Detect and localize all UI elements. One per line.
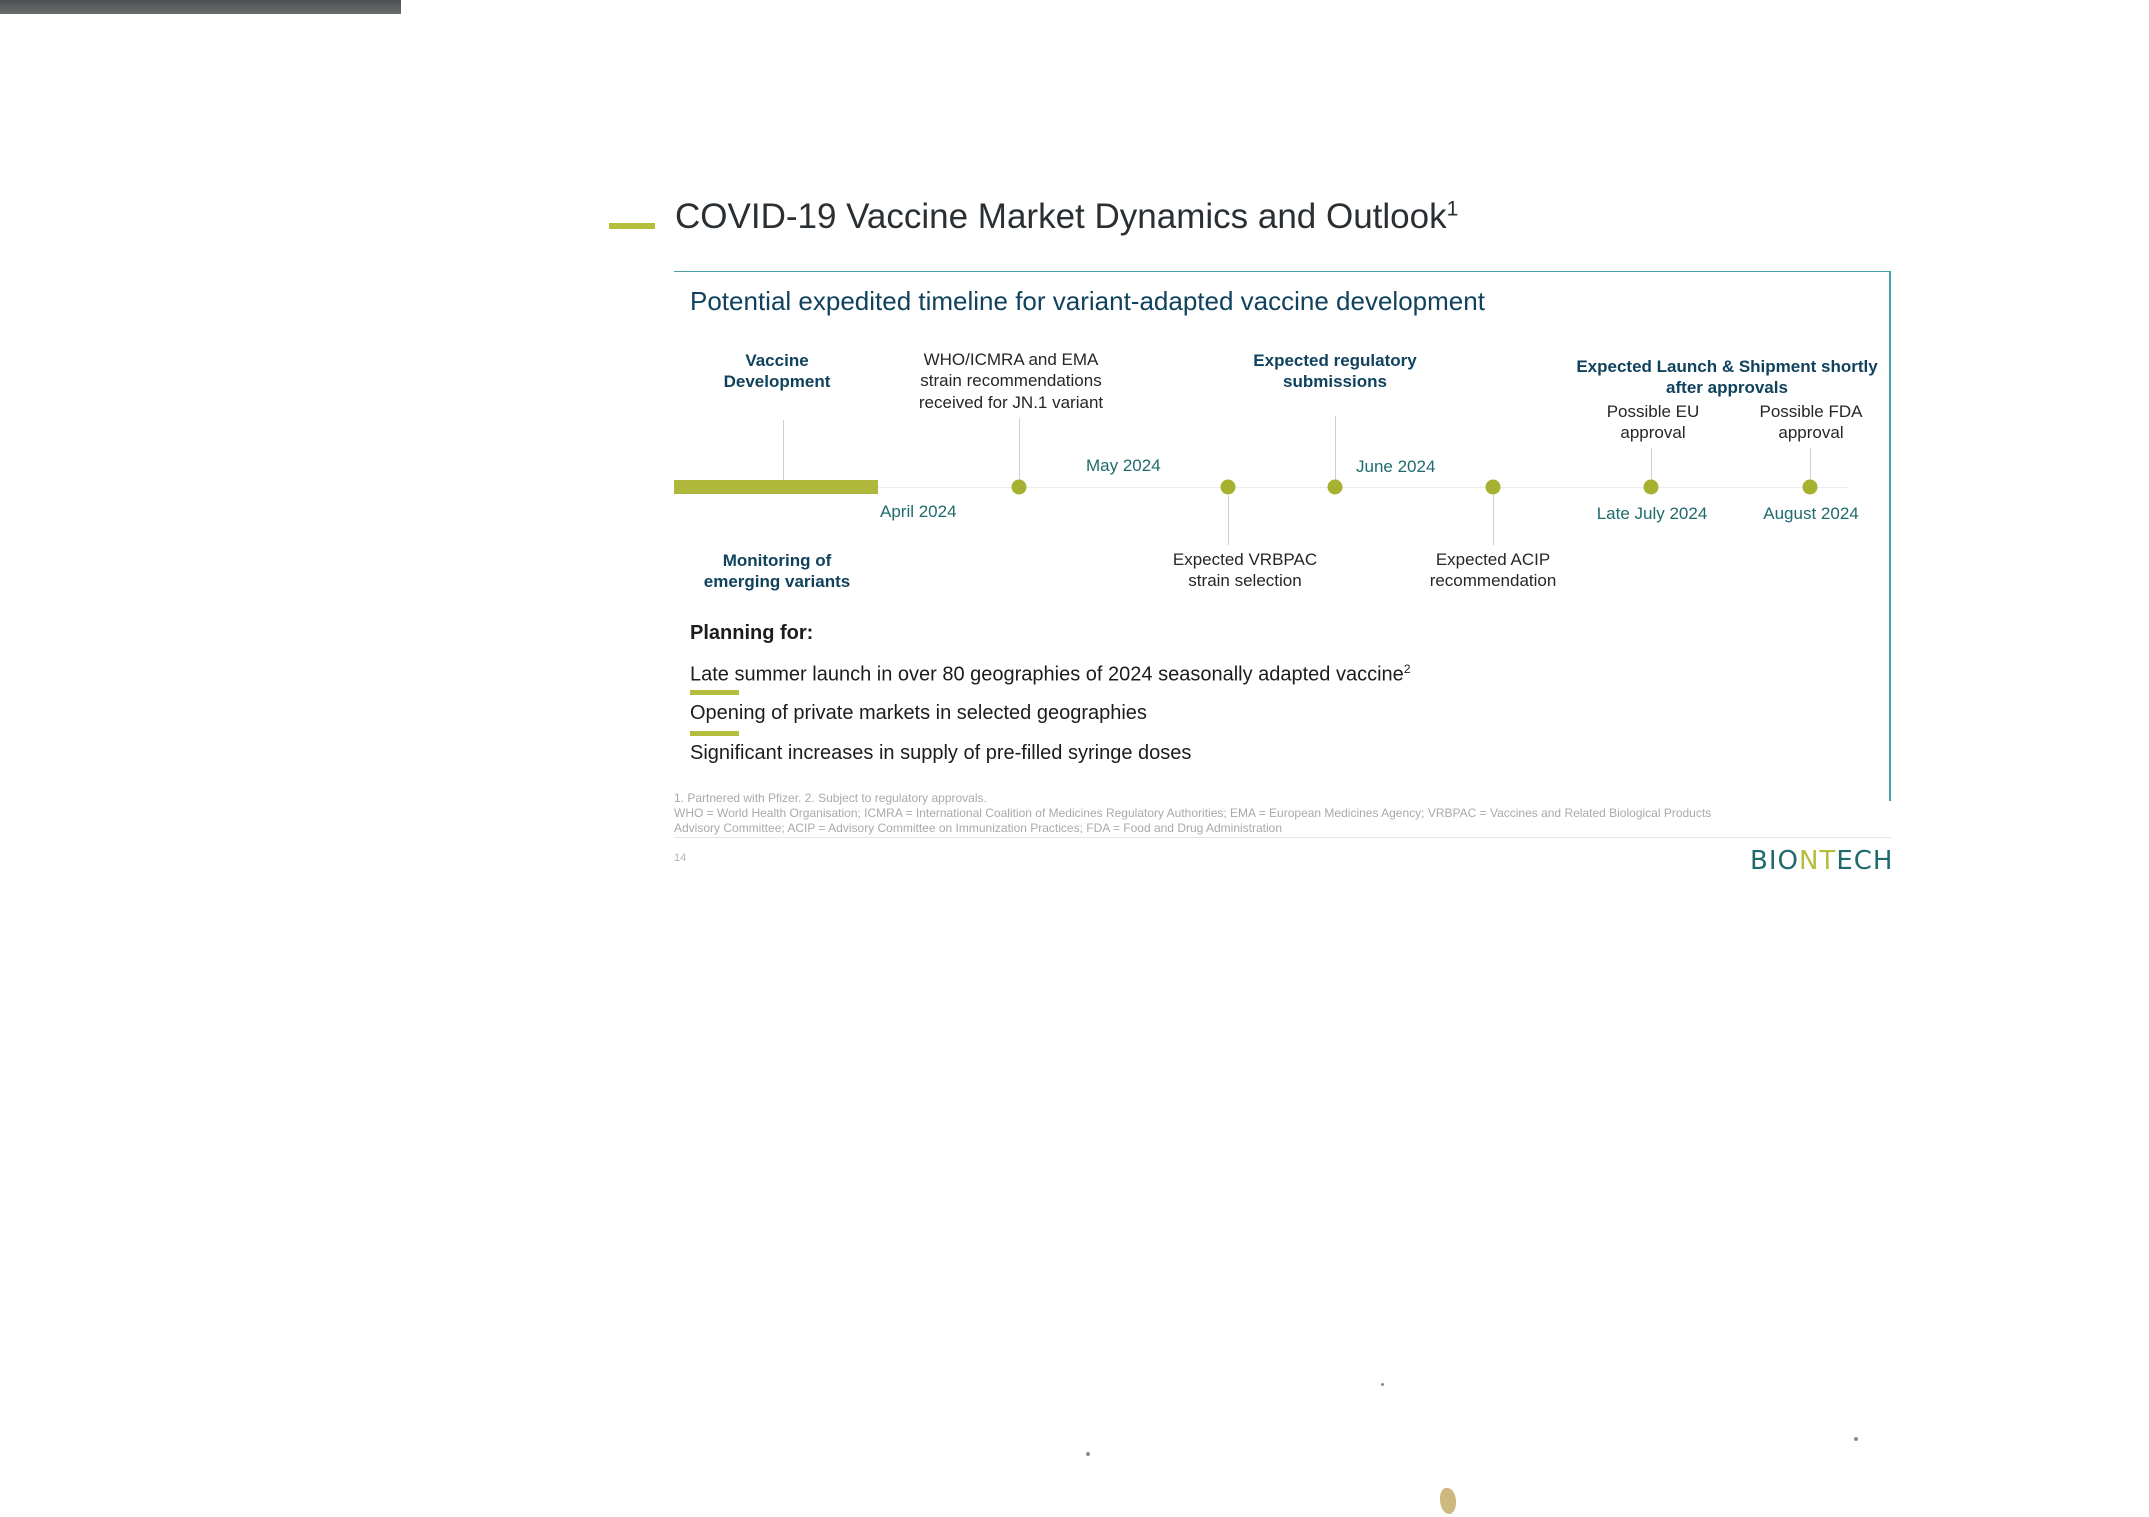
connector-eu <box>1651 448 1652 480</box>
planning-heading: Planning for: <box>690 622 814 644</box>
milestone-dot-who <box>1012 480 1027 495</box>
content-frame-right <box>1889 271 1891 801</box>
milestone-dot-acip <box>1486 480 1501 495</box>
label-monitoring-variants: Monitoring of emerging variants <box>703 551 851 592</box>
connector-fda <box>1810 448 1811 480</box>
planning-separator-2 <box>690 731 739 736</box>
label-expected-launch: Expected Launch & Shipment shortly after approvals <box>1576 357 1878 398</box>
footnote-line-2: WHO = World Health Organisation; ICMRA = International Coalition of Medicines Regulatory Authorities; EMA = European Medicines Agency; VRBPAC = Vaccines and Related Biological Products <box>674 806 1712 820</box>
connector-who-icmra <box>1019 418 1020 480</box>
label-possible-fda: Possible FDA approval <box>1759 402 1863 443</box>
planning-separator-1 <box>690 690 739 695</box>
label-acip: Expected ACIP recommendation <box>1429 550 1557 591</box>
footnote-line-1: 1. Partnered with Pfizer. 2. Subject to regulatory approvals. <box>674 791 987 805</box>
footnote-line-3: Advisory Committee; ACIP = Advisory Committee on Immunization Practices; FDA = Food and Drug Administration <box>674 821 1283 835</box>
planning-item-3: Significant increases in supply of pre-filled syringe doses <box>690 742 1192 764</box>
milestone-dot-regulatory <box>1328 480 1343 495</box>
label-expected-regulatory: Expected regulatory submissions <box>1253 351 1417 392</box>
label-vaccine-development: Vaccine Development <box>723 351 831 392</box>
planning-item-1: Late summer launch in over 80 geographies of 2024 seasonally adapted vaccine$^2$ <box>690 662 1411 686</box>
date-late-july-2024: Late July 2024 <box>1596 504 1708 523</box>
vaccine-development-bar <box>674 480 878 494</box>
connector-vaccine-development <box>783 420 784 480</box>
footer-rule <box>674 837 1891 838</box>
scan-speck <box>1381 1383 1384 1386</box>
scan-smudge <box>1440 1488 1456 1514</box>
content-frame-top <box>674 271 1891 272</box>
date-may-2024: May 2024 <box>1086 456 1161 475</box>
page-number: 14 <box>674 852 687 864</box>
scan-speck <box>1086 1452 1090 1456</box>
date-august-2024: August 2024 <box>1763 504 1859 523</box>
scan-edge-bar <box>0 0 401 14</box>
scan-speck <box>1854 1437 1858 1441</box>
section-subtitle: Potential expedited timeline for variant-adapted vaccine development <box>690 286 1485 316</box>
label-vrbpac: Expected VRBPAC strain selection <box>1172 550 1318 591</box>
title-accent-dash <box>609 223 655 229</box>
connector-acip <box>1493 495 1494 545</box>
date-june-2024: June 2024 <box>1356 457 1436 476</box>
page-title: COVID-19 Vaccine Market Dynamics and Outlook$^1$ <box>675 197 1459 236</box>
connector-vrbpac <box>1228 495 1229 545</box>
milestone-dot-eu <box>1644 480 1659 495</box>
milestone-dot-vrbpac <box>1221 480 1236 495</box>
biontech-logo: BIONTECH <box>1750 846 1894 876</box>
connector-regulatory <box>1335 416 1336 480</box>
date-april-2024: April 2024 <box>880 502 957 521</box>
milestone-dot-fda <box>1803 480 1818 495</box>
planning-item-2: Opening of private markets in selected geographies <box>690 702 1147 724</box>
label-who-icmra: WHO/ICMRA and EMA strain recommendations received for JN.1 variant <box>918 350 1104 412</box>
label-possible-eu: Possible EU approval <box>1606 402 1700 443</box>
